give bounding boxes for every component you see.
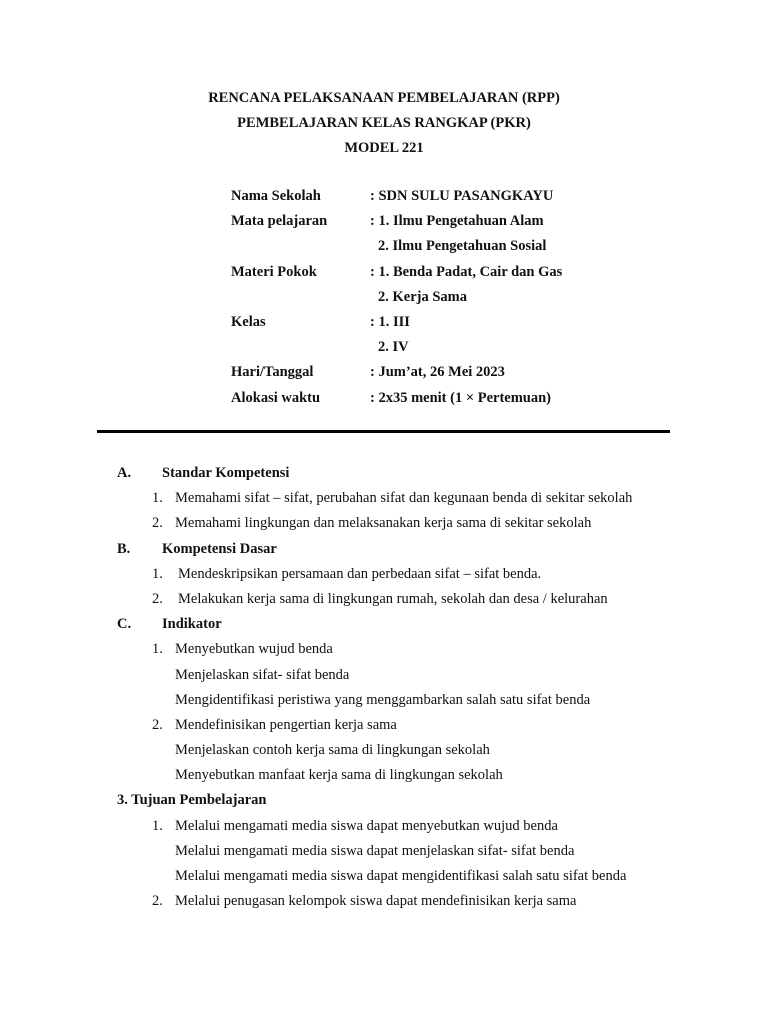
list-text: Melakukan kerja sama di lingkungan rumah, sekolah dan desa / kelurahan [178,590,608,607]
title-line-3: MODEL 221 [344,140,424,156]
section-letter: C. [117,616,132,633]
section-heading-c [0,612,768,637]
list-number: 2. [152,893,163,910]
list-text: Mendeskripsikan persamaan dan perbedaan sifat – sifat benda. [178,565,542,582]
list-number: 2. [152,515,163,532]
section-title: 3. Tujuan Pembelajaran [117,792,267,809]
info-row-material [231,260,562,285]
info-row-subject-cont [231,234,562,259]
list-item-continuation [0,738,768,763]
document-title [0,86,768,161]
list-number: 2. [152,716,163,733]
list-text: Menyebutkan manfaat kerja sama di lingkungan sekolah [175,767,503,784]
school-label: Nama Sekolah [231,188,321,204]
document-body [0,461,768,914]
section-heading-3 [0,788,768,813]
list-item-continuation [0,688,768,713]
horizontal-divider [97,430,670,433]
list-item-continuation [0,864,768,889]
list-text: Melalui mengamati media siswa dapat menyebutkan wujud benda [175,817,558,834]
list-number: 2. [152,590,163,607]
list-text: Melalui penugasan kelompok siswa dapat mendefinisikan kerja sama [175,893,577,910]
class-value-2: 2. IV [378,339,409,356]
section-letter: A. [117,465,132,481]
list-item [0,889,768,914]
class-value-1: : 1. III [370,313,410,330]
list-text: Melalui mengamati media siswa dapat mengidentifikasi salah satu sifat benda [175,868,627,884]
list-text: Memahami sifat – sifat, perubahan sifat dan kegunaan benda di sekitar sekolah [175,490,633,507]
section-letter: B. [117,540,131,557]
info-row-date [231,360,562,385]
list-text: Memahami lingkungan dan melaksanakan kerja sama di sekitar sekolah [175,515,592,532]
info-row-time [231,386,562,411]
identity-table [231,184,562,411]
list-item-continuation [0,763,768,788]
info-row-subject [231,209,562,234]
list-item-continuation [0,663,768,688]
list-text: Menyebutkan wujud benda [175,641,333,658]
list-item [0,713,768,738]
subject-value-2: 2. Ilmu Pengetahuan Sosial [378,238,547,255]
date-value: : Jum’at, 26 Mei 2023 [370,364,505,381]
info-row-class-cont [231,335,562,360]
list-text: Menjelaskan sifat- sifat benda [175,666,350,683]
list-item [0,562,768,587]
info-row-material-cont [231,285,562,310]
list-number: 1. [152,641,163,658]
list-item [0,637,768,662]
info-row-class [231,310,562,335]
list-text: Menjelaskan contoh kerja sama di lingkungan sekolah [175,742,490,759]
material-value-2: 2. Kerja Sama [378,288,467,305]
title-line-2: PEMBELAJARAN KELAS RANGKAP (PKR) [237,115,531,131]
school-value: : SDN SULU PASANGKAYU [370,188,554,204]
list-number: 1. [152,817,163,834]
list-text: Melalui mengamati media siswa dapat menjelaskan sifat- sifat benda [175,842,575,859]
title-line-1: RENCANA PELAKSANAAN PEMBELAJARAN (RPP) [208,90,560,106]
section-title: Standar Kompetensi [162,465,290,481]
section-title: Kompetensi Dasar [162,540,277,557]
material-value-1: : 1. Benda Padat, Cair dan Gas [370,263,563,280]
list-number: 1. [152,565,163,582]
class-label: Kelas [231,313,266,330]
list-text: Mengidentifikasi peristiwa yang menggambarkan salah satu sifat benda [175,691,591,708]
list-item-continuation [0,839,768,864]
list-text: Mendefinisikan pengertian kerja sama [175,716,397,733]
material-label: Materi Pokok [231,263,317,280]
list-item [0,587,768,612]
list-item [0,814,768,839]
subject-value-1: : 1. Ilmu Pengetahuan Alam [370,213,544,230]
time-value: : 2x35 menit (1 × Pertemuan) [370,389,552,406]
date-label: Hari/Tanggal [231,364,314,381]
time-label: Alokasi waktu [231,389,321,406]
info-row-school [231,184,562,209]
list-item [0,486,768,511]
list-number: 1. [152,490,163,507]
section-heading-b [0,537,768,562]
list-item [0,511,768,536]
section-heading-a [0,461,768,486]
section-title: Indikator [162,616,222,633]
subject-label: Mata pelajaran [231,213,328,230]
